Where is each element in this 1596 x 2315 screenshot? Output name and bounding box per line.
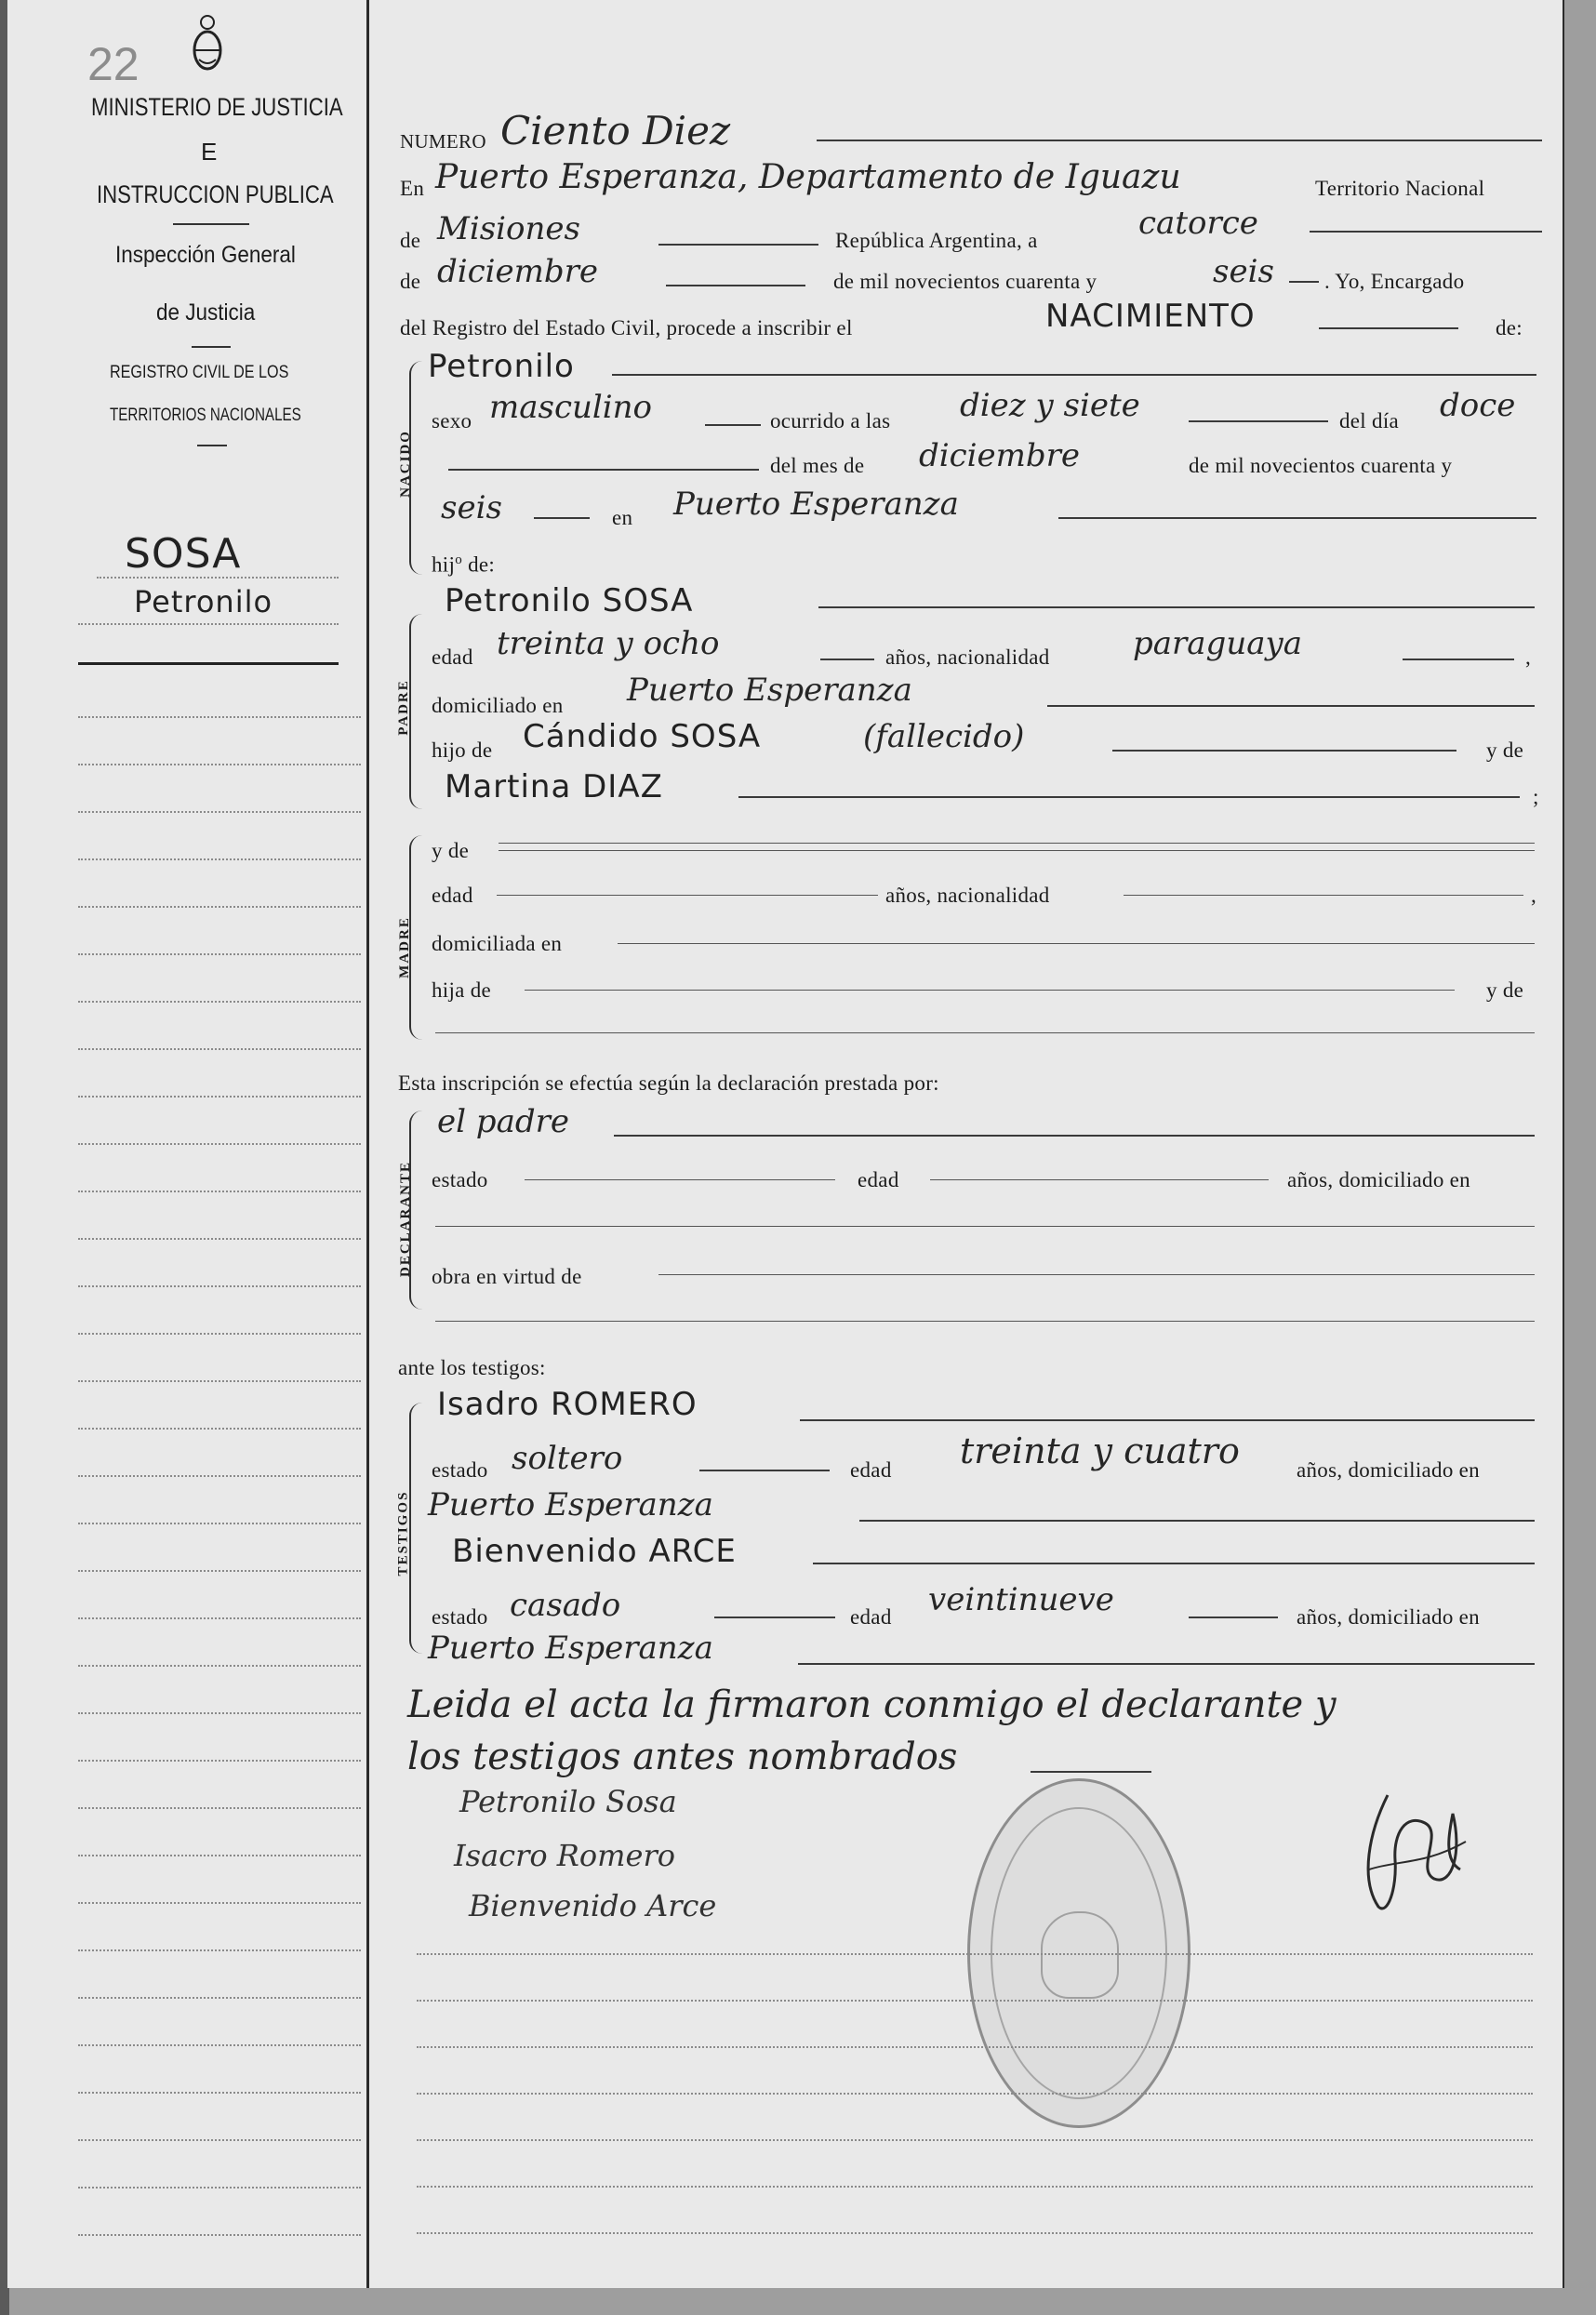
declarante-value: el padre (437, 1103, 569, 1140)
fill-line (820, 659, 874, 660)
margin-line (78, 2092, 361, 2094)
nacido-place-value: Puerto Esperanza (673, 486, 959, 523)
fill-line (666, 285, 805, 286)
fill-line (534, 517, 590, 519)
fill-line (1319, 327, 1458, 329)
declarante-estado-label: estado (432, 1168, 488, 1191)
divider (192, 346, 231, 348)
fill-line (499, 843, 1535, 844)
republica-label: República Argentina, a (835, 229, 1038, 252)
margin-line (78, 2044, 361, 2046)
margin-line (78, 811, 361, 813)
coat-of-arms-icon (192, 11, 223, 73)
margin-surname: SOSA (125, 530, 242, 578)
sexo-value: masculino (489, 389, 653, 426)
margin-line (78, 764, 361, 765)
margin-line (78, 953, 361, 955)
margin-line (78, 1333, 361, 1335)
margin-line (78, 1855, 361, 1856)
right-border (1563, 0, 1564, 2288)
margin-divider (366, 0, 369, 2288)
declarante-edad-label: edad (858, 1168, 899, 1191)
fill-line (813, 1563, 1535, 1564)
fill-line (1031, 1771, 1151, 1773)
nacido-day-value: doce (1440, 387, 1516, 424)
nacido-name: Petronilo (428, 348, 575, 385)
fill-line (525, 1179, 835, 1180)
margin-line (78, 1001, 361, 1003)
padre-edad-value: treinta y ocho (497, 625, 720, 662)
declarante-side-label: DECLARANTE (398, 1160, 414, 1278)
yo-label: . Yo, Encargado (1324, 270, 1465, 293)
officer-signature (1350, 1776, 1471, 1925)
margin-line (78, 1285, 361, 1287)
divider (197, 445, 227, 446)
madre-anos-label: años, nacionalidad (885, 884, 1050, 907)
signature-petronilo: Petronilo Sosa (459, 1784, 677, 1819)
margin-line (78, 1523, 361, 1524)
nacido-en-label: en (612, 506, 633, 529)
blank-line (417, 2232, 1533, 2234)
margin-line (78, 1902, 361, 1904)
blank-line (417, 2093, 1533, 2095)
margin-line (78, 1807, 361, 1809)
testigos-side-label: TESTIGOS (395, 1490, 411, 1577)
fill-line (658, 1274, 1535, 1275)
fill-line (1047, 705, 1535, 707)
nacido-year-value: seis (441, 489, 502, 526)
year-value: seis (1213, 253, 1274, 290)
fill-line (1403, 659, 1514, 660)
blank-line (417, 2186, 1533, 2188)
inspection-line1: Inspección General (115, 242, 296, 268)
nacido-month-value: diciembre (919, 437, 1081, 474)
fill-line (1289, 281, 1319, 283)
fill-line (738, 796, 1520, 798)
ocurrido-label: ocurrido a las (770, 409, 891, 432)
month-value: diciembre (437, 253, 599, 290)
madre-comma: , (1531, 884, 1537, 907)
margin-line (97, 577, 339, 579)
ministry-line3: INSTRUCCION PUBLICA (97, 180, 334, 208)
margin-line (78, 1617, 361, 1619)
fill-line (798, 1663, 1535, 1665)
testigos-intro: ante los testigos: (398, 1356, 546, 1379)
padre-semicolon: ; (1533, 785, 1539, 808)
fill-line (800, 1419, 1535, 1421)
margin-line (78, 1949, 361, 1951)
territory-value: Misiones (437, 210, 580, 247)
fill-line (435, 1032, 1535, 1033)
page-number: 22 (87, 38, 140, 90)
witness1-name: Isadro ROMERO (437, 1386, 698, 1423)
padre-father-value: Cándido SOSA (523, 718, 762, 755)
margin-line (78, 623, 339, 625)
registry-line1: REGISTRO CIVIL DE LOS (110, 363, 289, 382)
day-value: catorce (1138, 205, 1258, 242)
nacido-mil-label: de mil novecientos cuarenta y (1189, 454, 1453, 477)
fill-line (1112, 750, 1456, 752)
nacido-side-label: NACIDO (397, 430, 413, 498)
fill-line (1189, 1617, 1278, 1618)
margin-line (78, 1191, 361, 1192)
mil-label: de mil novecientos cuarenta y (833, 270, 1097, 293)
fill-line (435, 1226, 1535, 1227)
margin-line (78, 1665, 361, 1667)
margin-line (78, 1475, 361, 1477)
fill-line (1310, 231, 1542, 233)
ministry-line2: E (201, 138, 218, 166)
margin-line (78, 1048, 361, 1050)
margin-line (78, 2234, 361, 2236)
inspection-line2: de Justicia (156, 299, 256, 326)
padre-mother-value: Martina DIAZ (445, 768, 663, 805)
witness1-estado-label: estado (432, 1458, 488, 1482)
fill-line (714, 1617, 835, 1618)
padre-name: Petronilo SOSA (445, 582, 694, 619)
madre-y-de-label: y de (432, 839, 470, 862)
blank-line (417, 2000, 1533, 2002)
numero-value: Ciento Diez (500, 108, 731, 153)
witness1-edad-label: edad (850, 1458, 892, 1482)
declarante-anos-label: años, domiciliado en (1287, 1168, 1470, 1191)
de-colon: de: (1496, 316, 1523, 339)
signature-isacro: Isacro Romero (454, 1838, 675, 1873)
witness2-estado: casado (510, 1587, 621, 1624)
padre-domiciliado-label: domiciliado en (432, 694, 564, 717)
blank-line (417, 2046, 1533, 2048)
de-label: de (400, 229, 421, 252)
blank-line (417, 2139, 1533, 2141)
fill-line (1189, 420, 1328, 422)
declaracion-intro: Esta inscripción se efectúa según la declaración prestada por: (398, 1071, 939, 1095)
padre-domicilio-value: Puerto Esperanza (627, 672, 912, 709)
closing-line1: Leida el acta la firmaron conmigo el declarante y (407, 1683, 1337, 1726)
stamp-seal (1041, 1911, 1119, 1999)
padre-nacionalidad-value: paraguaya (1133, 625, 1302, 662)
fill-line (614, 1135, 1535, 1137)
madre-side-label: MADRE (396, 916, 412, 978)
registry-line2: TERRITORIOS NACIONALES (110, 406, 301, 425)
madre-hija-de-label: hija de (432, 978, 492, 1002)
margin-given-name: Petronilo (134, 584, 273, 619)
padre-edad-label: edad (432, 645, 473, 669)
fill-line (1124, 895, 1523, 896)
declarante-obra-label: obra en virtud de (432, 1265, 582, 1288)
margin-line (78, 1096, 361, 1098)
padre-y-de-label: y de (1486, 738, 1524, 762)
territorio-label: Territorio Nacional (1315, 177, 1485, 200)
margin-line (78, 1238, 361, 1240)
margin-line (78, 1712, 361, 1714)
padre-side-label: PADRE (395, 679, 411, 736)
witness1-estado: soltero (512, 1440, 623, 1477)
witness1-edad: treinta y cuatro (960, 1430, 1240, 1471)
witness2-edad-label: edad (850, 1605, 892, 1629)
margin-line (78, 1760, 361, 1762)
witness2-anos-label: años, domiciliado en (1297, 1605, 1480, 1629)
margin-line (78, 1143, 361, 1145)
witness2-edad: veintinueve (928, 1581, 1114, 1618)
fill-line (817, 140, 1542, 141)
fill-line (435, 1321, 1535, 1322)
fill-line (818, 606, 1535, 608)
en-label: En (400, 177, 425, 200)
signature-bienvenido: Bienvenido Arce (469, 1888, 717, 1923)
madre-edad-label: edad (432, 884, 473, 907)
fill-line (705, 424, 761, 426)
margin-line (78, 1380, 361, 1382)
margin-line (78, 1997, 361, 1999)
hour-value: diez y siete (960, 387, 1140, 424)
padre-anos-label: años, nacionalidad (885, 645, 1050, 669)
de-label2: de (400, 270, 421, 293)
place-value: Puerto Esperanza, Departamento de Iguazu (435, 158, 1181, 196)
sexo-label: sexo (432, 409, 472, 432)
margin-line (78, 858, 361, 860)
blank-line (417, 1953, 1533, 1955)
closing-line2: los testigos antes nombrados (407, 1736, 958, 1778)
margin-line (78, 1570, 361, 1572)
margin-line (78, 716, 361, 718)
padre-comma: , (1525, 645, 1532, 669)
fill-line (658, 244, 818, 246)
padre-father-note: (fallecido) (863, 718, 1025, 755)
fill-line (525, 990, 1455, 991)
witness1-anos-label: años, domiciliado en (1297, 1458, 1480, 1482)
act-type: NACIMIENTO (1045, 298, 1256, 335)
witness2-estado-label: estado (432, 1605, 488, 1629)
witness1-domicilio: Puerto Esperanza (428, 1486, 713, 1523)
margin-line (78, 906, 361, 908)
numero-label: NUMERO (400, 130, 486, 153)
registro-label: del Registro del Estado Civil, procede a inscribir el (400, 316, 853, 339)
padre-hijo-de-label: hijo de (432, 738, 493, 762)
fill-line (699, 1470, 830, 1471)
del-mes-label: del mes de (770, 454, 865, 477)
margin-line (78, 2139, 361, 2141)
fill-line (499, 850, 1535, 851)
margin-rule (78, 662, 339, 665)
witness2-domicilio: Puerto Esperanza (428, 1630, 713, 1667)
fill-line (612, 374, 1536, 376)
divider (173, 223, 249, 225)
fill-line (859, 1520, 1535, 1522)
fill-line (618, 943, 1535, 944)
fill-line (1058, 517, 1536, 519)
fill-line (497, 895, 878, 896)
fill-line (448, 469, 759, 471)
madre-domiciliada-label: domiciliada en (432, 932, 563, 955)
madre-y-de-label2: y de (1486, 978, 1524, 1002)
margin-line (78, 1428, 361, 1430)
del-dia-label: del día (1339, 409, 1400, 432)
ministry-line1: MINISTERIO DE JUSTICIA (91, 93, 343, 121)
fill-line (930, 1179, 1269, 1180)
register-page (7, 0, 1563, 2288)
margin-line (78, 2187, 361, 2189)
hijo-label: hij$^o$ de: (432, 552, 496, 577)
witness2-name: Bienvenido ARCE (452, 1533, 737, 1570)
